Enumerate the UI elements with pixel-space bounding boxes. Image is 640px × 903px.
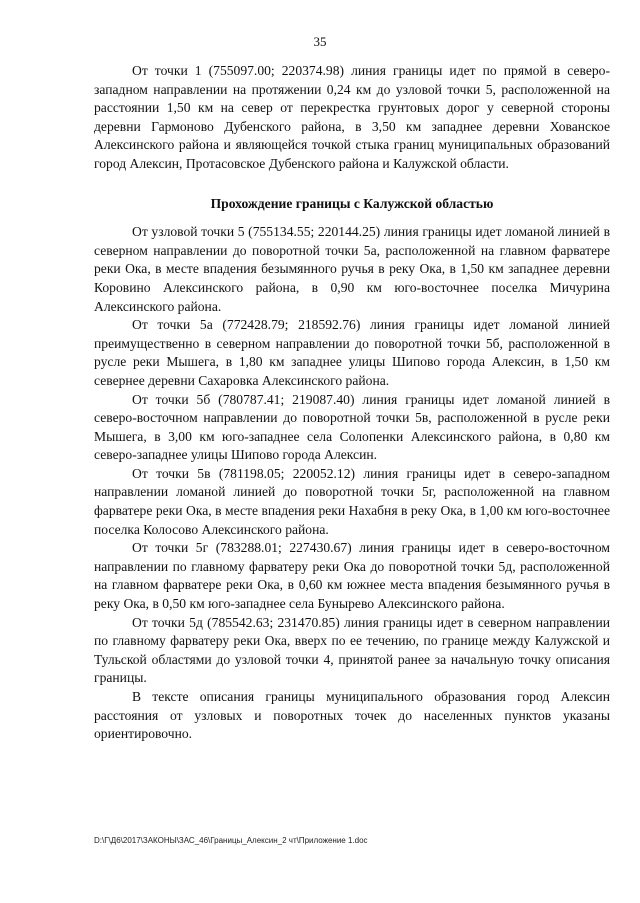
paragraph-note: В тексте описания границы муниципального образования город Алексин расстояния от узловых и поворотных точек до населенных пунктов указаны ориентировочно. xyxy=(94,689,610,742)
spacer xyxy=(94,174,610,183)
document-body xyxy=(94,62,610,744)
paragraph-point-5v: От точки 5в (781198.05; 220052.12) линия границы идет в северо-западном направлении ломаной линией до поворотной точки 5г, расположенной на главном фарватере реки Ока, в месте впадения реки Нахабня в реку Ока, в 1,00 км юго-восточнее поселка Колосово Алексинского района. xyxy=(94,465,610,537)
paragraph-point-5d: От точки 5д (785542.63; 231470.85) линия границы идет в северном направлении по главному фарватеру реки Ока, вверх по ее течению, по границе между Калужской и Тульской областями до узловой точки 4, принятой ранее за начальную точку описания границы. xyxy=(94,614,610,686)
paragraph-point-5g: От точки 5г (783288.01; 227430.67) линия границы идет в северо-восточном направлении по главному фарватеру реки Ока до поворотной точки 5д, расположенной на главном фарватере реки Ока, в 0,60 км южнее места впадения безымянного ручья в реку Ока, в 0,50 км юго-западнее села Бунырево Алексинского района. xyxy=(94,540,610,612)
paragraph-point-5a: От точки 5а (772428.79; 218592.76) линия границы идет ломаной линией преимущественно в северном направлении до поворотной точки 5б, расположенной в русле реки Мышега, в 1,80 км западнее улицы Шипово города Алексин, в 1,50 км севернее деревни Сахаровка Алексинского района. xyxy=(94,317,610,388)
paragraph-point-5b: От точки 5б (780787.41; 219087.40) линия границы идет ломаной линией в северо-восточном направлении до поворотной точки 5в, расположенной в русле реки Мышега, в 3,00 км юго-западнее села Солопенки Алексинского района, в 0,80 км северо-западнее улицы Шипово города Алексин. xyxy=(94,391,610,463)
section-heading: Прохождение границы с Калужской областью xyxy=(210,195,494,211)
paragraph-point-1: От точки 1 (755097.00; 220374.98) линия границы идет по прямой в северо-западном направлении на протяжении 0,24 км до узловой точки 5, расположенной на расстоянии 1,50 км на север от перекрестка грунтовых дорог у северной стороны деревни Гармоново Дубенского района, в 3,50 км западнее деревни Хованское Алексинского района и являющейся точкой стыка границ муниципальных образований город Алексин, Протасовское Дубенского района и Калужской области. xyxy=(94,63,610,171)
paragraph-point-5: От узловой точки 5 (755134.55; 220144.25) линия границы идет ломаной линией в северном направлении до поворотной точки 5а, расположенной на главном фарватере реки Ока, в месте впадения безымянного ручья в реку Ока, в 1,50 км западнее деревни Коровино Алексинского района, в 0,90 км юго-восточнее поселка Мичурина Алексинского района. xyxy=(94,224,610,314)
file-path-footer: D:\Г\Д6\2017\ЗАКОНЫ\ЗАС_46\Границы_Алексин_2 чт\Приложение 1.doc xyxy=(94,836,368,845)
page-number: 35 xyxy=(313,34,327,49)
